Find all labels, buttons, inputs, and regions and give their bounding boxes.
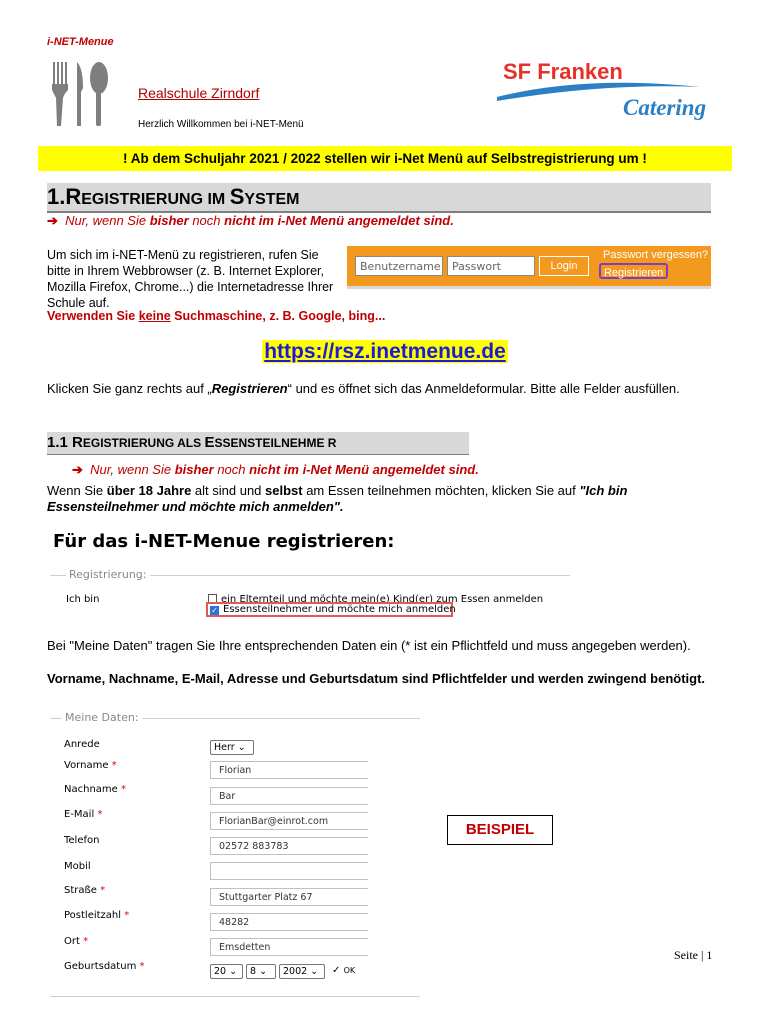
meine-daten-bottom-border [50,996,420,997]
email-input[interactable]: FlorianBar@einrot.com [210,812,368,830]
registration-form-title: Für das i-NET-Menue registrieren: [53,531,395,552]
ort-label: Ort * [64,936,89,947]
plz-input[interactable]: 48282 [210,913,368,931]
page-number: Seite | 1 [674,948,713,962]
birth-month-select[interactable]: 8 ⌄ [246,964,276,979]
option-participant[interactable]: ✓ Essensteilnehmer und möchte mich anmelden [211,604,456,615]
telefon-label: Telefon [64,835,100,846]
nachname-label: Nachname * [64,784,126,795]
section-1-note: ➔ Nur, wenn Sie bisher noch nicht im i-Net Menü angemeldet sind. [47,213,454,228]
meine-daten-legend: Meine Daten: [62,711,142,724]
check-icon: ✓ [332,965,341,976]
username-input[interactable]: Benutzername [355,256,443,276]
date-ok: ✓ OK [332,965,356,976]
announcement-banner: ! Ab dem Schuljahr 2021 / 2022 stellen wir i-Net Menü auf Selbstregistrierung um ! [38,146,732,171]
required-fields-note: Vorname, Nachname, E-Mail, Adresse und Geburtsdatum sind Pflichtfelder und werden zwingend benötigt. [47,671,706,686]
sf-franken-catering-logo [495,55,725,135]
section-1-heading: 1.REGISTRIERUNG IM SYSTEM [47,183,711,213]
school-url [0,340,770,364]
logo-subtitle: Catering [623,95,707,120]
data-instruction: Bei "Meine Daten" tragen Sie Ihre entsprechenden Daten ein (* ist ein Pflichtfeld und muss angegeben werden). [47,638,691,653]
section-1-1-heading: 1.1 REGISTRIERUNG ALS ESSENSTEILNEHME R [47,432,469,455]
password-forgot-link[interactable]: Passwort vergessen? [603,249,709,261]
telefon-input[interactable]: 02572 883783 [210,837,368,855]
login-widget [347,246,711,289]
option-parent[interactable]: ein Elternteil und möchte mein(e) Kind(er) zum Essen anmelden [208,594,543,605]
register-link[interactable]: Registrieren [599,263,668,279]
nachname-input[interactable]: Bar [210,787,368,805]
click-register-paragraph: Klicken Sie ganz rechts auf „Registrieren“ und es öffnet sich das Anmeldeformular. Bitte alle Felder ausfüllen. [47,381,680,396]
ort-input[interactable]: Emsdetten [210,938,368,956]
email-label: E-Mail * [64,809,103,820]
school-link[interactable]: Realschule Zirndorf [138,85,260,101]
vorname-label: Vorname * [64,760,117,771]
registration-legend: Registrierung: [66,568,150,581]
mobil-input[interactable] [210,862,368,880]
section-1-1-note: ➔ Nur, wenn Sie bisher noch nicht im i-Net Menü angemeldet sind. [72,462,479,477]
strasse-label: Straße * [64,885,106,896]
geburtsdatum-label: Geburtsdatum * [64,961,145,972]
mobil-label: Mobil [64,861,91,872]
plz-label: Postleitzahl * [64,910,130,921]
logo-title: SF Franken [503,59,623,84]
birth-year-select[interactable]: 2002 ⌄ [279,964,325,979]
adult-instruction: Wenn Sie über 18 Jahre alt sind und selbst am Essen teilnehmen möchten, klicken Sie auf "Ich bin Essensteilnehmer und möchte mich anmelden". [47,483,628,514]
search-engine-warning: Verwenden Sie keine Suchmaschine, z. B. Google, bing... [47,309,386,323]
strasse-input[interactable]: Stuttgarter Platz 67 [210,888,368,906]
anrede-select[interactable]: Herr ⌄ [210,740,254,755]
cutlery-icon [45,60,110,128]
intro-paragraph: Um sich im i-NET-Menü zu registrieren, rufen Sie bitte in Ihrem Webbrowser (z. B. Internet Explorer, Mozilla Firefox, Chrome...) die Internetadresse Ihrer Schule auf. [47,248,334,310]
brand-small: i-NET-Menue [47,36,114,48]
ich-bin-label: Ich bin [66,594,100,605]
welcome-text: Herzlich Willkommen bei i-NET-Menü [138,119,304,130]
login-button[interactable]: Login [539,256,589,276]
vorname-input[interactable]: Florian [210,761,368,779]
school-url-link[interactable]: https://rsz.inetmenue.de [264,340,506,363]
checkbox-participant[interactable]: ✓ [211,606,218,615]
password-input[interactable]: Passwort [447,256,535,276]
birth-day-select[interactable]: 20 ⌄ [210,964,243,979]
beispiel-label: BEISPIEL [447,815,553,845]
anrede-label: Anrede [64,739,100,750]
